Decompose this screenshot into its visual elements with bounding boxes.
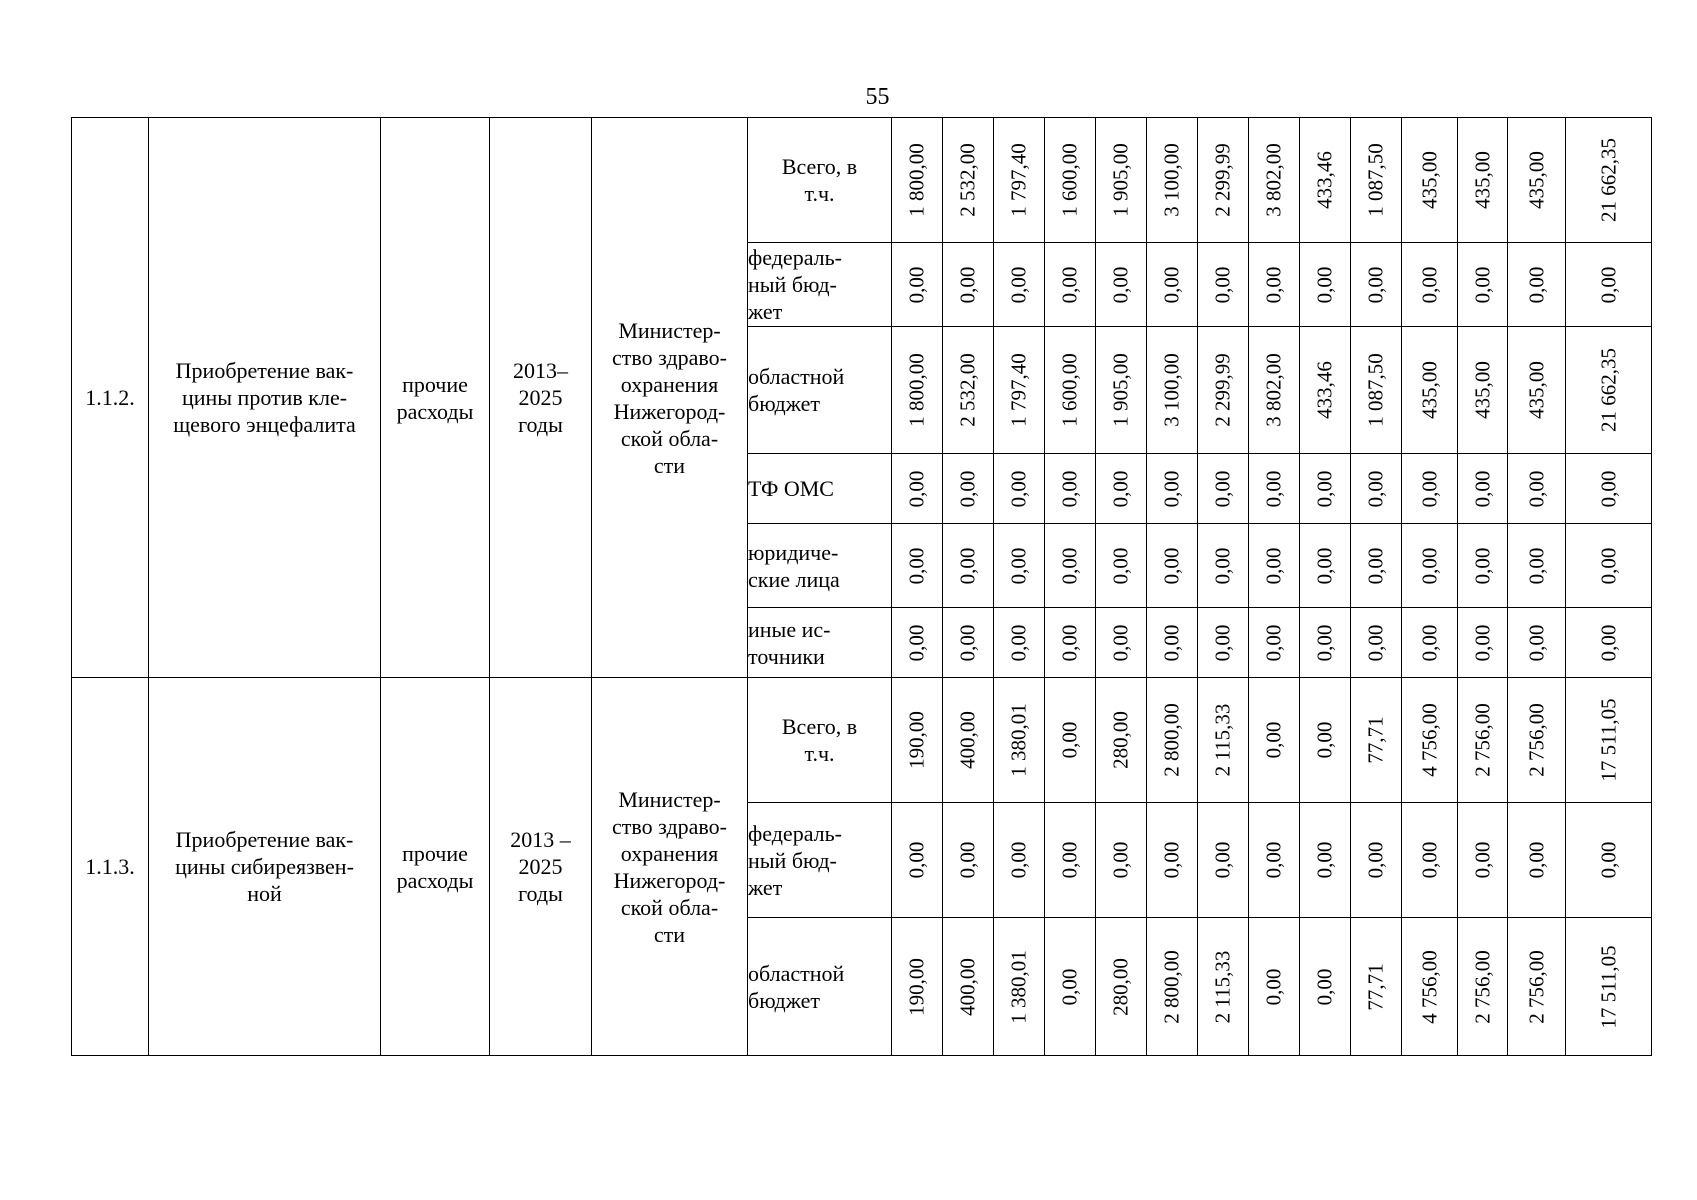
value: 0,00 (1470, 470, 1494, 507)
page-number: 55 (865, 84, 890, 110)
value: 77,71 (1363, 716, 1388, 764)
year-value-cell (943, 524, 994, 608)
year-value-cell (1045, 454, 1096, 524)
year-value-cell (994, 327, 1045, 454)
year-value-cell (994, 454, 1045, 524)
value: 0,00 (1312, 266, 1337, 303)
value: 0,00 (904, 266, 929, 303)
value: 0,00 (1006, 624, 1031, 661)
year-value-cell (1198, 327, 1249, 454)
value: 1 087,50 (1363, 143, 1388, 217)
year-value-cell (1508, 118, 1566, 243)
value: 0,00 (1057, 624, 1082, 661)
year-value-cell (1402, 803, 1458, 918)
total-value-cell (1566, 608, 1652, 678)
value: 17 511,05 (1596, 944, 1620, 1029)
total-value-cell (1566, 454, 1652, 524)
value: 1 087,50 (1363, 353, 1388, 427)
value: 0,00 (955, 266, 980, 303)
year-value-cell (1458, 803, 1508, 918)
year-value-cell (1508, 678, 1566, 803)
value: 0,00 (1006, 266, 1031, 303)
value: 0,00 (1261, 968, 1286, 1005)
value: 280,00 (1108, 711, 1133, 769)
year-value-cell (1249, 678, 1300, 803)
value: 0,00 (1312, 470, 1337, 507)
year-value-cell (1198, 118, 1249, 243)
year-value-cell (1198, 243, 1249, 327)
year-value-cell (1096, 608, 1147, 678)
value: 0,00 (1108, 624, 1133, 661)
year-value-cell (1096, 327, 1147, 454)
year-value-cell (1249, 524, 1300, 608)
value: 0,00 (1057, 968, 1082, 1005)
year-value-cell (1402, 678, 1458, 803)
year-value-cell (1458, 524, 1508, 608)
executor: Министер- ство здраво- охранения Нижегород- ской обла- сти (592, 678, 748, 1056)
value: 0,00 (1470, 547, 1494, 584)
value: 0,00 (1057, 470, 1082, 507)
measure-number: 1.1.3. (72, 678, 149, 1056)
value: 0,00 (1312, 968, 1337, 1005)
value: 0,00 (955, 470, 980, 507)
value: 0,00 (1524, 841, 1548, 879)
total-value-cell (1566, 327, 1652, 454)
table-row (72, 118, 1652, 243)
value: 0,00 (1210, 470, 1235, 507)
value: 400,00 (955, 957, 980, 1016)
total-value-cell (1566, 918, 1652, 1056)
value: 0,00 (1057, 547, 1082, 584)
total-value-cell (1566, 118, 1652, 243)
value: 1 380,01 (1006, 703, 1031, 777)
value: 0,00 (1057, 266, 1082, 303)
year-value-cell (1402, 608, 1458, 678)
value: 0,00 (1470, 266, 1494, 303)
value: 0,00 (1363, 266, 1388, 303)
year-value-cell (892, 803, 943, 918)
value: 0,00 (1363, 841, 1388, 879)
year-value-cell (1147, 524, 1198, 608)
value: 0,00 (1108, 547, 1133, 584)
value: 0,00 (1312, 721, 1337, 759)
year-value-cell (892, 608, 943, 678)
value: 0,00 (1159, 266, 1184, 303)
value: 0,00 (1261, 470, 1286, 507)
year-value-cell (892, 327, 943, 454)
value: 0,00 (904, 624, 929, 661)
year-value-cell (1458, 454, 1508, 524)
year-value-cell (1198, 454, 1249, 524)
year-value-cell (1096, 454, 1147, 524)
year-value-cell (892, 524, 943, 608)
value: 0,00 (1159, 841, 1184, 879)
year-value-cell (994, 918, 1045, 1056)
measure-name: Приобретение вак- цины сибиреязвен- ной (149, 678, 381, 1056)
year-value-cell (1147, 803, 1198, 918)
funding-source: федераль- ный бюд- жет (748, 243, 892, 327)
value: 0,00 (955, 841, 980, 879)
year-value-cell (994, 243, 1045, 327)
year-value-cell (1045, 243, 1096, 327)
year-value-cell (1300, 803, 1351, 918)
value: 3 802,00 (1261, 353, 1286, 427)
value: 0,00 (904, 470, 929, 507)
year-value-cell (1402, 918, 1458, 1056)
year-value-cell (1300, 243, 1351, 327)
implementation-period: 2013– 2025 годы (490, 118, 592, 678)
value: 0,00 (1006, 841, 1031, 879)
year-value-cell (943, 918, 994, 1056)
value: 0,00 (955, 547, 980, 584)
year-value-cell (943, 454, 994, 524)
value: 400,00 (955, 711, 980, 769)
year-value-cell (1147, 327, 1198, 454)
value: 0,00 (1470, 624, 1494, 661)
funding-source: областной бюджет (748, 918, 892, 1056)
year-value-cell (1351, 454, 1402, 524)
value: 0,00 (1524, 266, 1548, 303)
year-value-cell (1198, 918, 1249, 1056)
funding-source: Всего, в т.ч. (748, 118, 892, 243)
value: 0,00 (1057, 721, 1082, 759)
year-value-cell (1458, 243, 1508, 327)
year-value-cell (1300, 678, 1351, 803)
year-value-cell (1096, 678, 1147, 803)
value: 1 797,40 (1006, 353, 1031, 427)
year-value-cell (1402, 118, 1458, 243)
value: 1 905,00 (1108, 353, 1133, 427)
year-value-cell (1508, 524, 1566, 608)
year-value-cell (1402, 327, 1458, 454)
year-value-cell (943, 118, 994, 243)
year-value-cell (1458, 918, 1508, 1056)
funding-source: Всего, в т.ч. (748, 678, 892, 803)
implementation-period: 2013 – 2025 годы (490, 678, 592, 1056)
total-value-cell (1566, 678, 1652, 803)
value: 190,00 (904, 711, 929, 769)
value: 4 756,00 (1417, 703, 1441, 777)
value: 0,00 (1596, 841, 1620, 879)
year-value-cell (1147, 243, 1198, 327)
year-value-cell (1198, 608, 1249, 678)
funding-source: областной бюджет (748, 327, 892, 454)
year-value-cell (892, 454, 943, 524)
value: 435,00 (1470, 361, 1494, 419)
year-value-cell (1351, 803, 1402, 918)
year-value-cell (994, 608, 1045, 678)
year-value-cell (1045, 524, 1096, 608)
year-value-cell (1458, 678, 1508, 803)
year-value-cell (1147, 678, 1198, 803)
value: 0,00 (1312, 547, 1337, 584)
year-value-cell (1147, 118, 1198, 243)
year-value-cell (1458, 327, 1508, 454)
value: 1 800,00 (904, 143, 929, 217)
value: 0,00 (1057, 841, 1082, 879)
value: 0,00 (1006, 547, 1031, 584)
value: 0,00 (1596, 470, 1620, 507)
year-value-cell (1300, 327, 1351, 454)
value: 17 511,05 (1596, 698, 1620, 782)
value: 0,00 (1417, 470, 1441, 507)
year-value-cell (994, 678, 1045, 803)
value: 2 115,33 (1210, 703, 1235, 777)
value: 0,00 (1524, 470, 1548, 507)
value: 0,00 (1524, 624, 1548, 661)
year-value-cell (943, 327, 994, 454)
year-value-cell (892, 918, 943, 1056)
value: 280,00 (1108, 957, 1133, 1016)
value: 0,00 (1596, 266, 1620, 303)
value: 0,00 (955, 624, 980, 661)
year-value-cell (1096, 918, 1147, 1056)
value: 0,00 (1363, 547, 1388, 584)
year-value-cell (1249, 803, 1300, 918)
value: 2 115,33 (1210, 950, 1235, 1023)
value: 435,00 (1524, 361, 1548, 419)
year-value-cell (1096, 243, 1147, 327)
year-value-cell (1147, 454, 1198, 524)
value: 0,00 (1006, 470, 1031, 507)
value: 0,00 (1417, 266, 1441, 303)
value: 0,00 (1596, 624, 1620, 661)
year-value-cell (892, 678, 943, 803)
year-value-cell (1300, 454, 1351, 524)
total-value-cell (1566, 803, 1652, 918)
value: 0,00 (1470, 841, 1494, 879)
value: 0,00 (1417, 841, 1441, 879)
executor: Министер- ство здраво- охранения Нижегород- ской обла- сти (592, 118, 748, 678)
year-value-cell (1147, 608, 1198, 678)
year-value-cell (1096, 118, 1147, 243)
year-value-cell (1198, 524, 1249, 608)
value: 3 100,00 (1159, 353, 1184, 427)
year-value-cell (1249, 454, 1300, 524)
value: 0,00 (1210, 841, 1235, 879)
budget-table (71, 117, 1652, 1056)
value: 0,00 (904, 547, 929, 584)
funding-source: иные ис- точники (748, 608, 892, 678)
year-value-cell (1045, 678, 1096, 803)
value: 0,00 (1159, 624, 1184, 661)
year-value-cell (1508, 918, 1566, 1056)
year-value-cell (994, 524, 1045, 608)
value: 0,00 (1312, 841, 1337, 879)
value: 21 662,35 (1596, 348, 1620, 432)
year-value-cell (943, 243, 994, 327)
value: 2 299,99 (1210, 353, 1235, 427)
year-value-cell (943, 608, 994, 678)
table-row (72, 678, 1652, 803)
value: 2 756,00 (1470, 949, 1494, 1024)
value: 435,00 (1417, 361, 1441, 419)
value: 2 800,00 (1159, 949, 1184, 1024)
year-value-cell (1045, 327, 1096, 454)
value: 435,00 (1417, 151, 1441, 209)
value: 0,00 (904, 841, 929, 879)
value: 435,00 (1524, 151, 1548, 209)
value: 2 532,00 (955, 143, 980, 217)
value: 0,00 (1108, 841, 1133, 879)
value: 190,00 (904, 957, 929, 1016)
value: 1 600,00 (1057, 143, 1082, 217)
value: 1 905,00 (1108, 143, 1133, 217)
year-value-cell (1508, 454, 1566, 524)
value: 0,00 (1417, 624, 1441, 661)
year-value-cell (1045, 608, 1096, 678)
value: 0,00 (1108, 470, 1133, 507)
funding-source: федераль- ный бюд- жет (748, 803, 892, 918)
year-value-cell (994, 118, 1045, 243)
year-value-cell (1351, 524, 1402, 608)
value: 2 532,00 (955, 353, 980, 427)
value: 1 600,00 (1057, 353, 1082, 427)
value: 433,46 (1312, 361, 1337, 419)
year-value-cell (1045, 918, 1096, 1056)
year-value-cell (1249, 327, 1300, 454)
value: 1 797,40 (1006, 143, 1031, 217)
measure-name: Приобретение вак- цины против кле- щевого энцефалита (149, 118, 381, 678)
year-value-cell (1249, 118, 1300, 243)
value: 0,00 (1159, 470, 1184, 507)
value: 77,71 (1363, 962, 1388, 1011)
value: 0,00 (1108, 266, 1133, 303)
value: 433,46 (1312, 151, 1337, 209)
total-value-cell (1566, 243, 1652, 327)
year-value-cell (1508, 608, 1566, 678)
year-value-cell (1351, 678, 1402, 803)
year-value-cell (1249, 608, 1300, 678)
value: 2 756,00 (1524, 949, 1548, 1024)
year-value-cell (1351, 918, 1402, 1056)
value: 1 380,01 (1006, 949, 1031, 1024)
year-value-cell (943, 678, 994, 803)
year-value-cell (1508, 327, 1566, 454)
value: 0,00 (1312, 624, 1337, 661)
value: 2 299,99 (1210, 143, 1235, 217)
year-value-cell (1458, 608, 1508, 678)
value: 3 100,00 (1159, 143, 1184, 217)
value: 2 800,00 (1159, 703, 1184, 777)
year-value-cell (1096, 803, 1147, 918)
value: 435,00 (1470, 151, 1494, 209)
value: 0,00 (1210, 624, 1235, 661)
total-value-cell (1566, 524, 1652, 608)
year-value-cell (1045, 118, 1096, 243)
year-value-cell (1402, 243, 1458, 327)
year-value-cell (892, 243, 943, 327)
year-value-cell (1508, 803, 1566, 918)
year-value-cell (1198, 678, 1249, 803)
year-value-cell (1300, 524, 1351, 608)
value: 2 756,00 (1470, 703, 1494, 777)
funding-source: ТФ ОМС (748, 454, 892, 524)
value: 3 802,00 (1261, 143, 1286, 217)
year-value-cell (1508, 243, 1566, 327)
value: 0,00 (1596, 547, 1620, 584)
expense-type: прочие расходы (381, 678, 490, 1056)
year-value-cell (1045, 803, 1096, 918)
value: 0,00 (1261, 624, 1286, 661)
year-value-cell (892, 118, 943, 243)
value: 0,00 (1210, 547, 1235, 584)
year-value-cell (1351, 118, 1402, 243)
value: 0,00 (1363, 470, 1388, 507)
year-value-cell (1351, 243, 1402, 327)
year-value-cell (1402, 524, 1458, 608)
value: 0,00 (1261, 841, 1286, 879)
year-value-cell (1147, 918, 1198, 1056)
year-value-cell (1351, 327, 1402, 454)
year-value-cell (1198, 803, 1249, 918)
year-value-cell (1458, 118, 1508, 243)
year-value-cell (943, 803, 994, 918)
year-value-cell (1351, 608, 1402, 678)
value: 0,00 (1261, 266, 1286, 303)
value: 21 662,35 (1596, 138, 1620, 222)
value: 1 800,00 (904, 353, 929, 427)
value: 2 756,00 (1524, 703, 1548, 777)
value: 0,00 (1363, 624, 1388, 661)
value: 0,00 (1261, 547, 1286, 584)
year-value-cell (1249, 918, 1300, 1056)
year-value-cell (1300, 118, 1351, 243)
year-value-cell (1096, 524, 1147, 608)
year-value-cell (1249, 243, 1300, 327)
value: 0,00 (1524, 547, 1548, 584)
funding-source: юридиче- ские лица (748, 524, 892, 608)
year-value-cell (994, 803, 1045, 918)
year-value-cell (1300, 608, 1351, 678)
year-value-cell (1402, 454, 1458, 524)
expense-type: прочие расходы (381, 118, 490, 678)
value: 0,00 (1159, 547, 1184, 584)
value: 0,00 (1261, 721, 1286, 759)
value: 4 756,00 (1417, 949, 1441, 1024)
measure-number: 1.1.2. (72, 118, 149, 678)
value: 0,00 (1417, 547, 1441, 584)
year-value-cell (1300, 918, 1351, 1056)
value: 0,00 (1210, 266, 1235, 303)
